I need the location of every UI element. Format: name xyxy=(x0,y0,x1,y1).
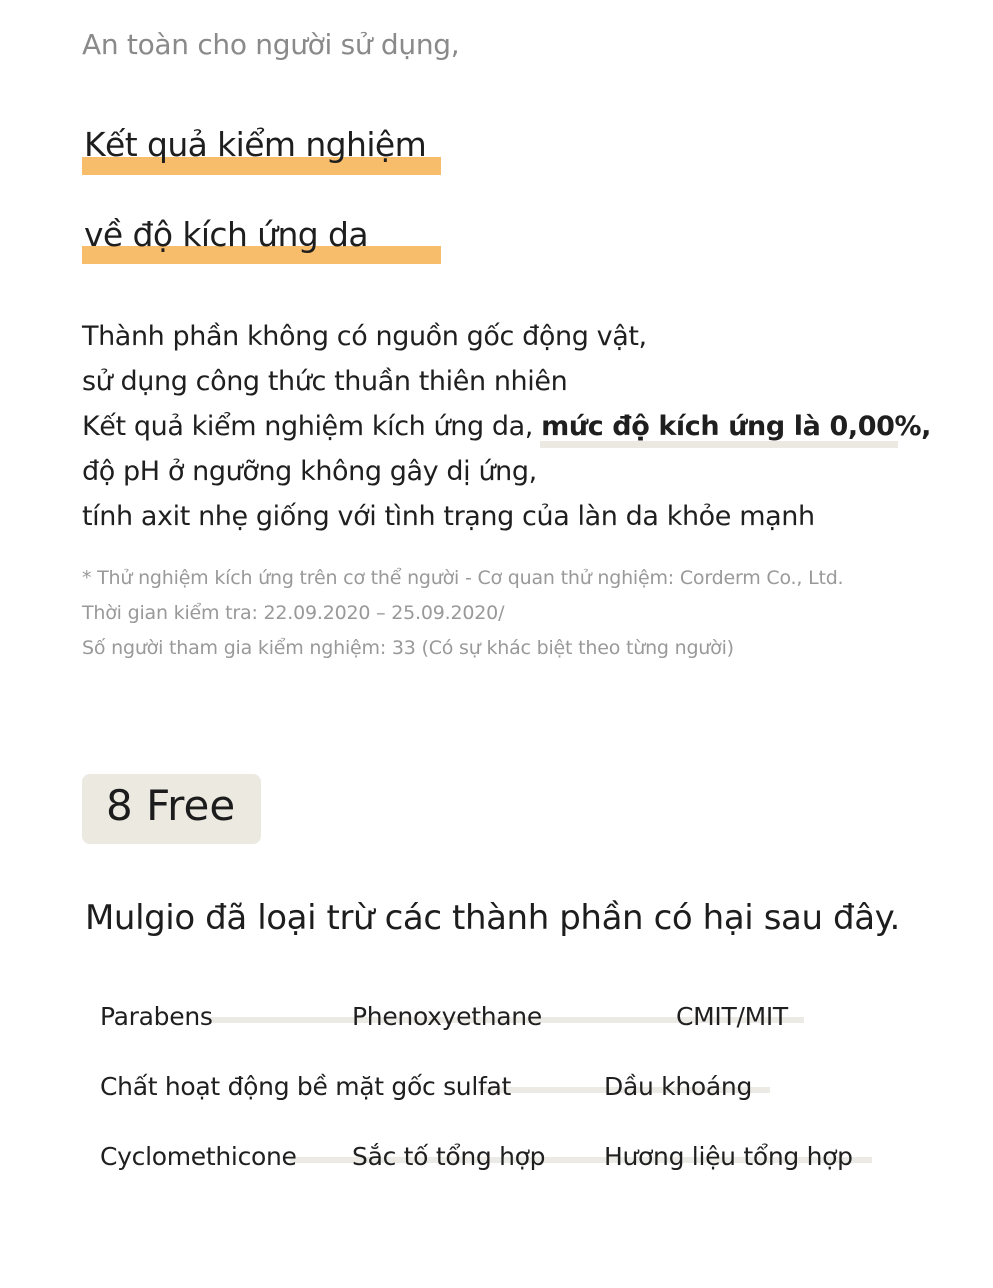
item-cyclomethicone: Cyclomethicone xyxy=(100,1142,297,1171)
item-cmit-mit: CMIT/MIT xyxy=(676,1002,788,1031)
body-line-1: Thành phần không có nguồn gốc động vật, xyxy=(82,321,647,352)
free-badge-label: 8 Free xyxy=(106,781,236,830)
bold-underline xyxy=(540,441,898,448)
intro-text: An toàn cho người sử dụng, xyxy=(82,28,460,61)
note-line-1: * Thử nghiệm kích ứng trên cơ thể người - Cơ quan thử nghiệm: Corderm Co., Ltd. xyxy=(82,567,844,589)
item-mineral-oil: Dầu khoáng xyxy=(604,1072,753,1101)
body-line-3 xyxy=(82,411,931,442)
item-synthetic-fragrance: Hương liệu tổng hợp xyxy=(604,1142,853,1171)
heading-line-1: Kết quả kiểm nghiệm xyxy=(84,125,427,164)
irritation-result: mức độ kích ứng là 0,00%, xyxy=(541,411,931,442)
body-line-3-prefix: Kết quả kiểm nghiệm kích ứng da, xyxy=(82,411,542,442)
heading-line-2: về độ kích ứng da xyxy=(84,215,369,254)
note-line-3: Số người tham gia kiểm nghiệm: 33 (Có sự khác biệt theo từng người) xyxy=(82,637,734,659)
item-phenoxyethane: Phenoxyethane xyxy=(352,1002,542,1031)
body-line-4: độ pH ở ngưỡng không gây dị ứng, xyxy=(82,456,537,487)
body-line-5: tính axit nhẹ giống với tình trạng của làn da khỏe mạnh xyxy=(82,501,815,532)
body-line-2: sử dụng công thức thuần thiên nhiên xyxy=(82,366,568,397)
item-parabens: Parabens xyxy=(100,1002,213,1031)
subheading: Mulgio đã loại trừ các thành phần có hại sau đây. xyxy=(85,898,900,938)
item-synthetic-pigment: Sắc tố tổng hợp xyxy=(352,1142,546,1171)
note-line-2: Thời gian kiểm tra: 22.09.2020 – 25.09.2020/ xyxy=(82,602,505,624)
item-sulfate-surfactant: Chất hoạt động bề mặt gốc sulfat xyxy=(100,1072,512,1101)
